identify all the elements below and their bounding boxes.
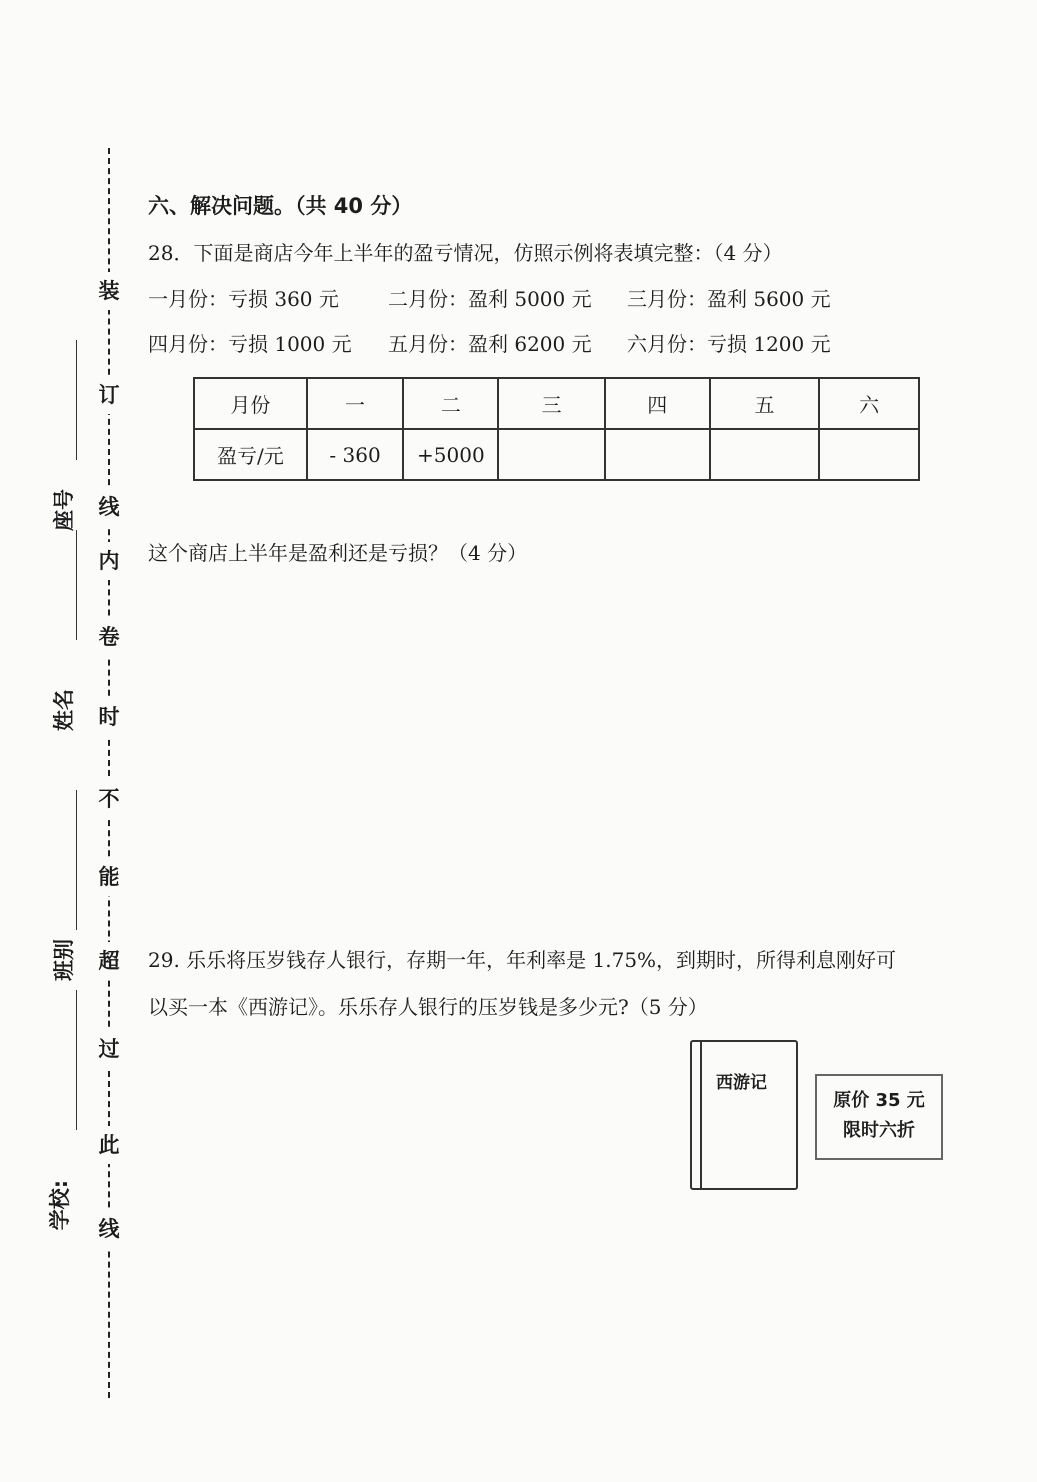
q28-prompt: 28．下面是商店今年上半年的盈亏情况，仿照示例将表填完整：（4 分） [148,241,783,265]
binding-char: 过 [91,1030,127,1068]
class-no-label: 座号 [52,489,76,531]
table-row [194,429,919,480]
binding-char: 线 [91,488,127,526]
table-header-cell: 四 [605,378,710,429]
table-answer-cell[interactable] [710,429,820,480]
table-header-cell: 月份 [194,378,307,429]
table-cell: +5000 [403,429,498,480]
class-label: 班别 [52,939,76,981]
binding-char: 内 [91,542,127,580]
book-illustration [690,1040,798,1190]
field-line [76,790,77,930]
table-cell: 盈亏/元 [194,429,307,480]
table-cell: - 360 [307,429,404,480]
price-discount: 限时六折 [843,1120,915,1141]
binding-char: 订 [91,376,127,414]
table-answer-cell[interactable] [819,429,919,480]
table-header-cell: 一 [307,378,404,429]
table-answer-cell[interactable] [498,429,605,480]
section-title: 六、解决问题。（共 40 分） [148,194,413,218]
binding-char: 不 [91,780,127,818]
binding-char: 此 [91,1126,127,1164]
q28-mar: 三月份：盈利 5600 元 [627,287,831,311]
q28-may: 五月份：盈利 6200 元 [388,332,592,356]
field-line [76,340,77,460]
price-original: 原价 35 元 [833,1090,925,1111]
q28-jun: 六月份：亏损 1200 元 [627,332,831,356]
table-header-cell: 六 [819,378,919,429]
field-line [76,990,77,1130]
q28-feb: 二月份：盈利 5000 元 [388,287,592,311]
binding-char: 装 [91,272,127,310]
table-header-cell: 五 [710,378,820,429]
book-title: 西游记 [716,1073,767,1093]
table-header-row [194,378,919,429]
table-header-cell: 三 [498,378,605,429]
binding-char: 线 [91,1210,127,1248]
table-answer-cell[interactable] [605,429,710,480]
q28-jan: 一月份：亏损 360 元 [148,287,339,311]
binding-char: 时 [91,698,127,736]
q29-line2: 以买一本《西游记》。乐乐存人银行的压岁钱是多少元?（5 分） [148,995,708,1019]
price-tag [815,1074,943,1160]
q28-followup: 这个商店上半年是盈利还是亏损？（4 分） [148,541,528,565]
table-header-cell: 二 [403,378,498,429]
profit-loss-table [193,377,920,481]
binding-char: 能 [91,858,127,896]
name-label: 姓名 [52,689,76,731]
q29-line1: 29. 乐乐将压岁钱存人银行，存期一年，年利率是 1.75%，到期时，所得利息刚好可 [148,948,897,972]
q28-apr: 四月份：亏损 1000 元 [148,332,352,356]
binding-char: 超 [91,942,127,980]
school-label: 学校: [48,1179,73,1231]
binding-char: 卷 [91,618,127,656]
book-spine [700,1042,702,1188]
field-line [76,530,77,640]
